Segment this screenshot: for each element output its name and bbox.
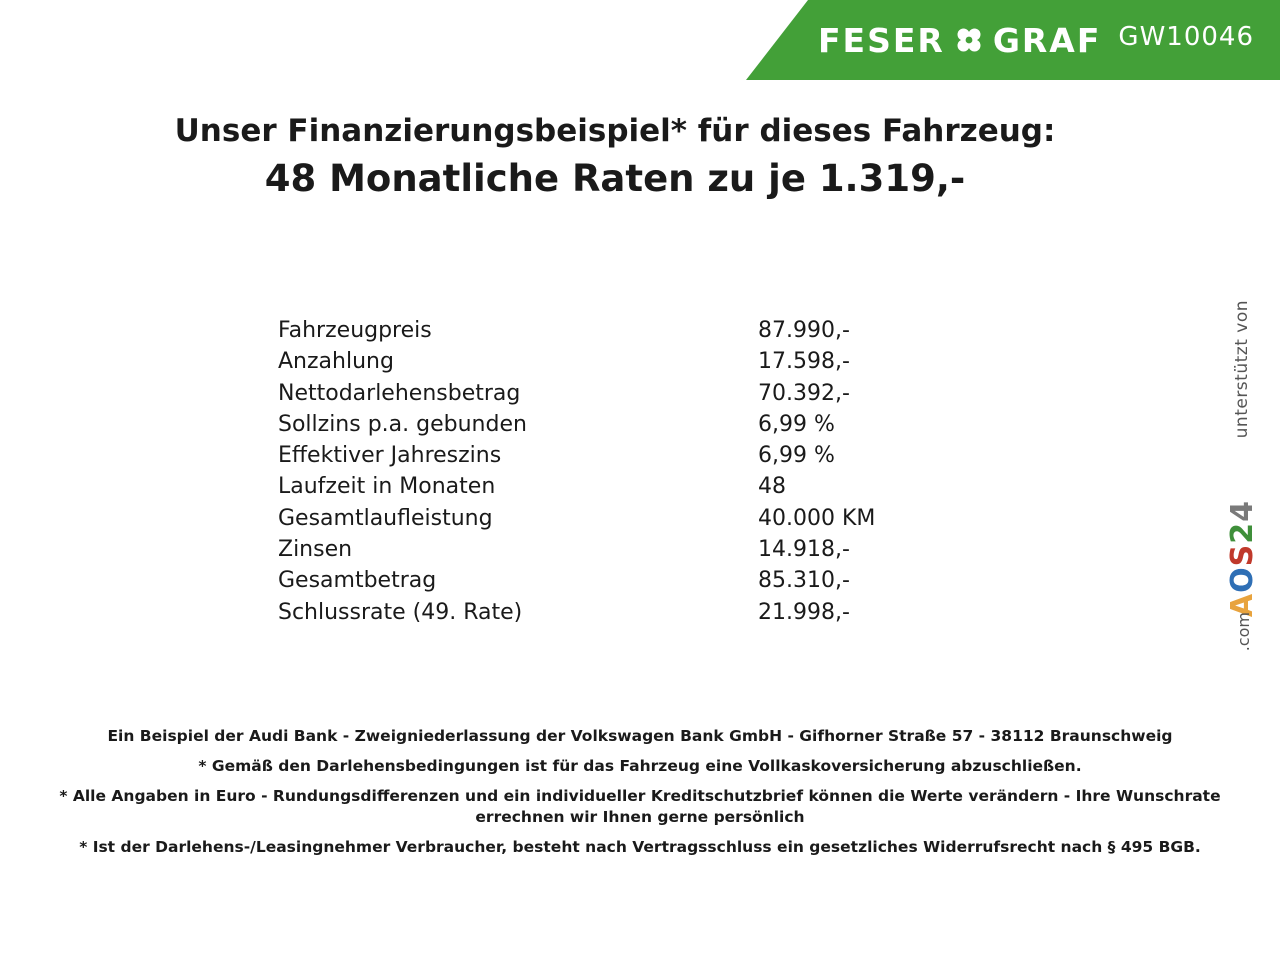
- table-row: [278, 568, 918, 599]
- row-value: 6,99 %: [758, 443, 835, 469]
- row-label: Fahrzeugpreis: [278, 318, 432, 343]
- row-label: Gesamtbetrag: [278, 568, 437, 594]
- aos24-logo-char-5: 4: [1225, 500, 1260, 522]
- footer-disclaimers: [0, 726, 1280, 858]
- footer-line-2: * Gemäß den Darlehensbedingungen ist für das Fahrzeug eine Vollkaskoversicherung abzuschließen.: [198, 756, 1082, 775]
- footer-line-4: * Ist der Darlehens-/Leasingnehmer Verbraucher, besteht nach Vertragsschluss ein gesetzliches Widerrufsrecht nach § 495 BGB.: [79, 837, 1201, 856]
- aos24-logo: [1225, 500, 1260, 618]
- row-label: Sollzins p.a. gebunden: [278, 411, 527, 437]
- brand-name-left: FESER: [818, 20, 945, 60]
- page-title: [0, 112, 1230, 203]
- brand-name-right: GRAF: [992, 20, 1102, 60]
- row-label: Schlussrate (49. Rate): [278, 599, 523, 625]
- table-row: [278, 537, 918, 568]
- row-value: 6,99 %: [758, 411, 835, 437]
- row-label: Nettodarlehensbetrag: [278, 380, 521, 406]
- aos24-logo-char-2: O: [1225, 566, 1260, 593]
- row-label: Laufzeit in Monaten: [278, 474, 496, 500]
- row-value: 87.990,-: [758, 318, 850, 343]
- row-value: 85.310,-: [758, 568, 850, 594]
- row-value: 21.998,-: [758, 599, 850, 625]
- aos24-logo-char-3: S: [1225, 543, 1260, 567]
- footer-line-1: Ein Beispiel der Audi Bank - Zweigniederlassung der Volkswagen Bank GmbH - Gifhorner Straße 57 - 38112 Braunschweig: [107, 727, 1173, 745]
- row-value: 48: [758, 474, 786, 500]
- table-row: [278, 318, 918, 349]
- table-row: [278, 443, 918, 474]
- page-title-line-1: Unser Finanzierungsbeispiel* für dieses Fahrzeug:: [174, 113, 1056, 149]
- table-row: [278, 506, 918, 537]
- page-title-line-2: 48 Monatliche Raten zu je 1.319,-: [264, 156, 966, 200]
- row-value: 70.392,-: [758, 380, 850, 406]
- table-row: [278, 349, 918, 380]
- finance-table: [278, 318, 918, 631]
- aos24-logo-char-4: 2: [1225, 521, 1260, 544]
- row-label: Zinsen: [278, 537, 353, 563]
- table-row: [278, 412, 918, 443]
- footer-line-3: * Alle Angaben in Euro - Rundungsdifferenzen und ein individueller Kreditschutzbrief können die Werte verändern - Ihre Wunschrate errechnen wir Ihnen gerne persönlich: [59, 786, 1221, 826]
- row-value: 17.598,-: [758, 349, 850, 375]
- aos24-logo-char-1: A: [1225, 592, 1260, 618]
- supported-by-strip: [1224, 300, 1272, 660]
- aos24-domain: .com: [1234, 612, 1253, 652]
- stock-id: GW10046: [1118, 22, 1254, 52]
- supported-by-label: unterstützt von: [1232, 300, 1252, 439]
- table-row: [278, 600, 918, 631]
- brand-text: [818, 21, 1101, 60]
- row-label: Effektiver Jahreszins: [278, 443, 502, 469]
- row-label: Gesamtlaufleistung: [278, 505, 493, 531]
- row-value: 14.918,-: [758, 537, 850, 563]
- row-label: Anzahlung: [278, 349, 394, 375]
- table-row: [278, 381, 918, 412]
- clover-icon: [955, 26, 983, 54]
- table-row: [278, 474, 918, 505]
- row-value: 40.000 KM: [758, 505, 876, 531]
